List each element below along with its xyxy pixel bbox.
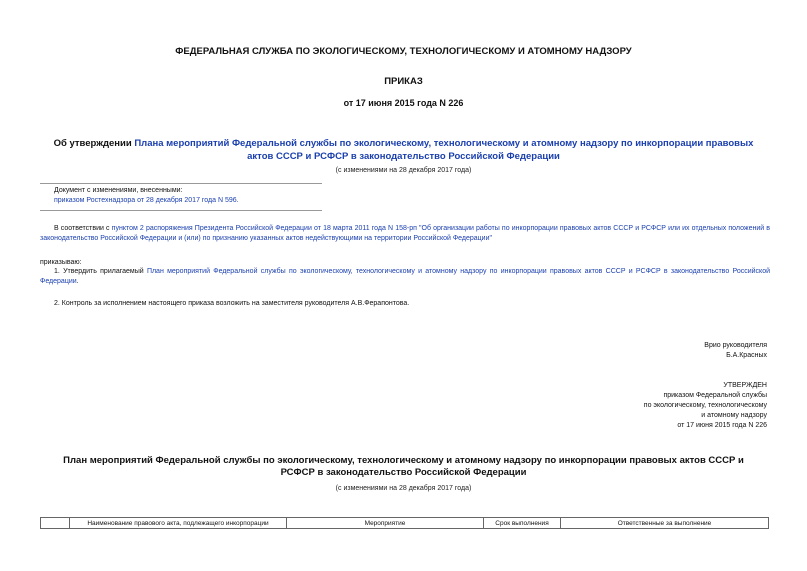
table-header-row [41,518,769,529]
paragraph-control: 2. Контроль за исполнением настоящего приказа возложить на заместителя руководителя А.В.Ферапонтова. [54,300,410,307]
amendment-note: (с изменениями на 28 декабря 2017 года) [335,167,472,174]
title-plan-link[interactable]: Плана мероприятий Федеральной службы по экологическому, технологическому и атомному надзору по инкорпорации правовых актов СССР и РСФСР в законодательство Российской Федерации [134,138,754,162]
agency-name: ФЕДЕРАЛЬНАЯ СЛУЖБА ПО ЭКОЛОГИЧЕСКОМУ, ТЕХНОЛОГИЧЕСКОМУ И АТОМНОМУ НАДЗОРУ [175,46,632,57]
approval-block [644,381,767,431]
column-header-measure: Мероприятие [287,518,484,529]
plan-title: План мероприятий Федеральной службы по экологическому, технологическому и атомному надзору по инкорпорации правовых актов СССР и РСФСР в законодательство Российской Федерации [63,455,744,478]
signature-position: Врио руководителя [704,342,767,349]
paragraph-order: приказываю: [40,259,82,266]
paragraph-approve [40,267,770,287]
document-type: ПРИКАЗ [384,76,423,87]
column-header-act: Наименование правового акта, подлежащего инкорпорации [70,518,287,529]
changes-link[interactable]: приказом Ростехнадзора от 28 декабря 2017 года N 596. [54,197,239,204]
signature-name: Б.А.Красных [726,352,767,359]
column-header-deadline: Срок выполнения [484,518,561,529]
approved-line4: и атомному надзору [701,412,767,419]
column-header-responsible: Ответственные за выполнение [561,518,769,529]
approved-line2: приказом Федеральной службы [663,392,767,399]
divider-bottom [40,210,322,211]
plan-amendment-note: (с изменениями на 28 декабря 2017 года) [335,485,472,492]
divider-top [40,183,322,184]
title-prefix: Об утверждении [53,138,135,149]
approved-line3: по экологическому, технологическому [643,402,767,409]
approved-line5: от 17 июня 2015 года N 226 [677,422,767,429]
basis-prefix: В соответствии с [54,225,112,232]
column-header-number [41,518,70,529]
document-date: от 17 июня 2015 года N 226 [343,98,464,108]
changes-label: Документ с изменениями, внесенными: [54,187,183,194]
approve-prefix: 1. Утвердить прилагаемый [54,268,147,275]
plan-link[interactable]: План мероприятий Федеральной службы по экологическому, технологическому и атомному надзору по инкорпорации правовых актов СССР и РСФСР в законодательство Российской Федерации [40,268,771,285]
approve-suffix: . [76,278,79,285]
approved-heading: УТВЕРЖДЕН [723,382,767,389]
decree-link[interactable]: пунктом 2 распоряжения Президента Российской Федерации от 18 марта 2011 года N 158-рп "Об организации работы по инкорпорации правовых актов СССР и РСФСР или их отдельных положений в законодательство Российской Федерации и (или) по признанию указанных актов недействующими на территории Российской Федерации" [40,225,771,242]
paragraph-basis [40,224,770,244]
document-title [40,137,767,163]
plan-table [40,517,769,529]
